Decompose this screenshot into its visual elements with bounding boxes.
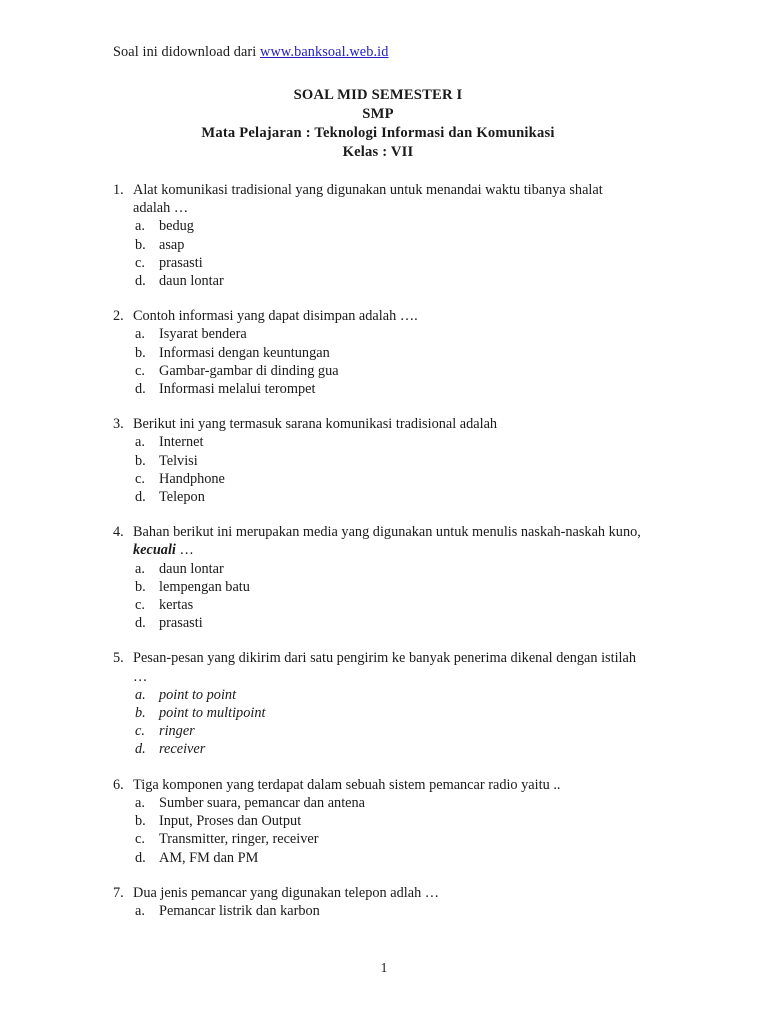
option-text: Gambar-gambar di dinding gua bbox=[159, 362, 339, 379]
option-item[interactable] bbox=[135, 344, 643, 362]
option-item[interactable] bbox=[135, 722, 643, 740]
question-item bbox=[113, 307, 643, 398]
option-item[interactable] bbox=[135, 849, 643, 867]
option-item[interactable] bbox=[135, 254, 643, 272]
question-head bbox=[113, 415, 643, 433]
option-item[interactable] bbox=[135, 380, 643, 398]
page-number: 1 bbox=[380, 960, 388, 975]
option-text: Pemancar listrik dan karbon bbox=[159, 902, 320, 919]
option-text: AM, FM dan PM bbox=[159, 849, 259, 866]
option-letter: a. bbox=[135, 326, 145, 343]
document-body bbox=[113, 44, 643, 937]
option-letter: d. bbox=[135, 381, 146, 398]
option-item[interactable] bbox=[135, 470, 643, 488]
option-item[interactable] bbox=[135, 902, 643, 920]
question-text bbox=[133, 523, 643, 559]
option-item[interactable] bbox=[135, 433, 643, 451]
heading-line-subject: Mata Pelajaran : Teknologi Informasi dan Komunikasi bbox=[201, 125, 555, 141]
document-heading bbox=[113, 86, 643, 162]
option-letter: d. bbox=[135, 849, 146, 866]
option-letter: b. bbox=[135, 344, 146, 361]
question-number: 7. bbox=[113, 884, 124, 901]
option-list bbox=[113, 325, 643, 398]
question-head bbox=[113, 181, 643, 217]
question-emphasis-word: kecuali bbox=[133, 542, 176, 559]
option-letter: a. bbox=[135, 902, 145, 919]
option-item[interactable] bbox=[135, 560, 643, 578]
option-letter: a. bbox=[135, 794, 145, 811]
question-number: 1. bbox=[113, 182, 124, 198]
option-text: Input, Proses dan Output bbox=[159, 813, 302, 830]
option-text: ringer bbox=[159, 723, 195, 740]
option-letter: a. bbox=[135, 686, 146, 703]
option-text: point to multipoint bbox=[159, 705, 266, 722]
question-text: Dua jenis pemancar yang digunakan telepon adlah … bbox=[133, 884, 440, 901]
option-text: receiver bbox=[159, 741, 206, 758]
option-text: prasasti bbox=[159, 615, 203, 632]
option-list bbox=[113, 217, 643, 290]
question-number: 6. bbox=[113, 776, 124, 793]
question-number: 5. bbox=[113, 650, 124, 667]
question-item bbox=[113, 884, 643, 920]
option-item[interactable] bbox=[135, 488, 643, 506]
option-item[interactable] bbox=[135, 794, 643, 812]
option-text: point to point bbox=[159, 686, 237, 703]
option-text: Sumber suara, pemancar dan antena bbox=[159, 794, 366, 811]
option-item[interactable] bbox=[135, 236, 643, 254]
option-text: Transmitter, ringer, receiver bbox=[159, 831, 319, 848]
option-item[interactable] bbox=[135, 452, 643, 470]
question-text-after-emphasis: … bbox=[175, 542, 194, 559]
option-letter: b. bbox=[135, 452, 146, 469]
option-item[interactable] bbox=[135, 578, 643, 596]
option-list bbox=[113, 686, 643, 759]
option-list bbox=[113, 560, 643, 633]
option-item[interactable] bbox=[135, 272, 643, 290]
question-text-before-emphasis: Bahan berikut ini merupakan media yang digunakan untuk menulis naskah-naskah kuno, bbox=[133, 524, 641, 541]
question-number: 2. bbox=[113, 308, 124, 325]
heading-line-level: SMP bbox=[362, 106, 394, 122]
question-item bbox=[113, 181, 643, 290]
option-letter: d. bbox=[135, 489, 146, 506]
option-text: Isyarat bendera bbox=[159, 326, 247, 343]
option-text: daun lontar bbox=[159, 273, 224, 290]
question-head bbox=[113, 884, 643, 902]
heading-line-title: SOAL MID SEMESTER I bbox=[293, 87, 463, 103]
question-head bbox=[113, 776, 643, 794]
question-text: Berikut ini yang termasuk sarana komunikasi tradisional adalah bbox=[133, 416, 498, 433]
question-text: Pesan-pesan yang dikirim dari satu pengirim ke banyak penerima dikenal dengan istilah … bbox=[133, 650, 637, 685]
question-list bbox=[113, 181, 643, 920]
option-text: Informasi dengan keuntungan bbox=[159, 344, 330, 361]
download-source-line bbox=[113, 44, 643, 61]
option-text: bedug bbox=[159, 218, 194, 235]
option-letter: b. bbox=[135, 705, 146, 722]
option-letter: b. bbox=[135, 578, 146, 595]
question-head bbox=[113, 523, 643, 559]
option-letter: a. bbox=[135, 560, 145, 577]
option-item[interactable] bbox=[135, 217, 643, 235]
option-item[interactable] bbox=[135, 812, 643, 830]
option-letter: b. bbox=[135, 236, 146, 253]
option-text: asap bbox=[159, 236, 185, 253]
option-text: kertas bbox=[159, 597, 194, 614]
question-text: Contoh informasi yang dapat disimpan adalah …. bbox=[133, 308, 418, 325]
option-item[interactable] bbox=[135, 596, 643, 614]
option-list bbox=[113, 794, 643, 867]
option-letter: c. bbox=[135, 723, 145, 740]
option-item[interactable] bbox=[135, 686, 643, 704]
option-item[interactable] bbox=[135, 614, 643, 632]
question-number: 4. bbox=[113, 524, 124, 541]
question-head bbox=[113, 307, 643, 325]
option-letter: b. bbox=[135, 813, 146, 830]
option-text: Handphone bbox=[159, 470, 225, 487]
option-text: daun lontar bbox=[159, 560, 224, 577]
question-item bbox=[113, 776, 643, 867]
option-letter: c. bbox=[135, 831, 145, 848]
option-letter: d. bbox=[135, 273, 146, 290]
option-letter: a. bbox=[135, 434, 145, 451]
option-item[interactable] bbox=[135, 704, 643, 722]
option-letter: d. bbox=[135, 615, 146, 632]
option-text: prasasti bbox=[159, 254, 203, 271]
option-letter: d. bbox=[135, 741, 146, 758]
option-letter: c. bbox=[135, 254, 145, 271]
question-item bbox=[113, 523, 643, 632]
option-item[interactable] bbox=[135, 362, 643, 380]
heading-line-class: Kelas : VII bbox=[342, 144, 414, 160]
option-text: Informasi melalui terompet bbox=[159, 381, 316, 398]
question-item bbox=[113, 415, 643, 506]
question-text: Alat komunikasi tradisional yang digunakan untuk menandai waktu tibanya shalat adalah … bbox=[133, 182, 603, 217]
question-head bbox=[113, 649, 643, 685]
question-item bbox=[113, 649, 643, 758]
option-list bbox=[113, 433, 643, 506]
option-text: Telvisi bbox=[159, 452, 198, 469]
option-letter: c. bbox=[135, 470, 145, 487]
download-source-prefix: Soal ini didownload dari bbox=[113, 44, 261, 60]
banksoal-link[interactable]: www.banksoal.web.id bbox=[260, 44, 389, 60]
option-text: Telepon bbox=[159, 489, 205, 506]
option-item[interactable] bbox=[135, 740, 643, 758]
option-letter: c. bbox=[135, 597, 145, 614]
option-list bbox=[113, 902, 643, 920]
option-text: Internet bbox=[159, 434, 204, 451]
option-letter: c. bbox=[135, 362, 145, 379]
question-text: Tiga komponen yang terdapat dalam sebuah sistem pemancar radio yaitu .. bbox=[133, 776, 561, 793]
option-letter: a. bbox=[135, 218, 145, 235]
question-number: 3. bbox=[113, 416, 124, 433]
option-text: lempengan batu bbox=[159, 578, 250, 595]
option-item[interactable] bbox=[135, 325, 643, 343]
option-item[interactable] bbox=[135, 830, 643, 848]
